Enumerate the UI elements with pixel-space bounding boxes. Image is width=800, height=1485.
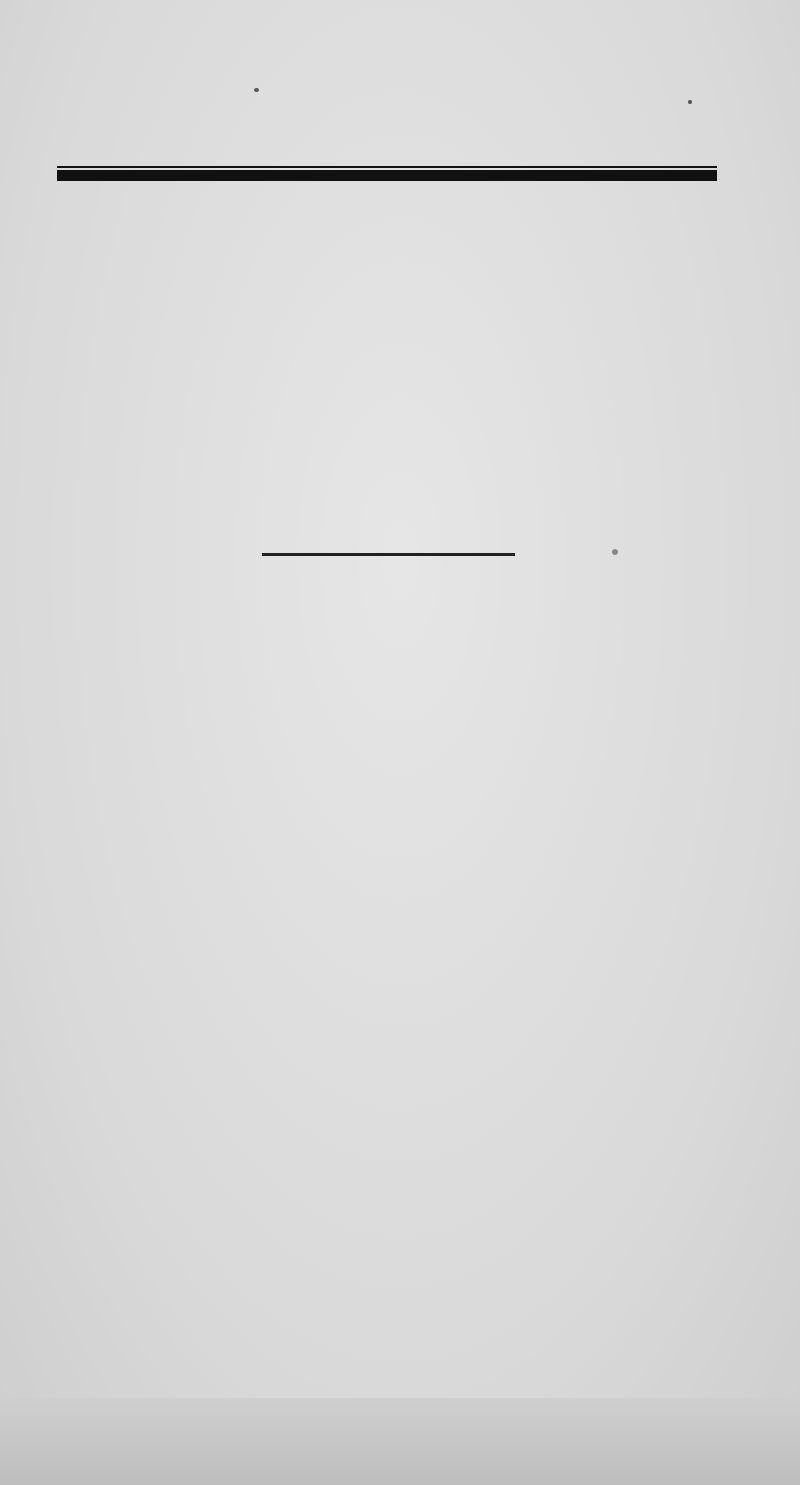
ink-speck <box>612 549 618 555</box>
measurement-ruler <box>0 1398 800 1485</box>
thick-rule <box>57 170 717 181</box>
thin-rule <box>57 166 717 168</box>
ink-speck <box>254 88 259 92</box>
ruler-ticks <box>0 1398 800 1485</box>
top-double-rule <box>57 166 717 184</box>
section-divider <box>262 553 515 556</box>
ink-speck <box>688 100 692 104</box>
